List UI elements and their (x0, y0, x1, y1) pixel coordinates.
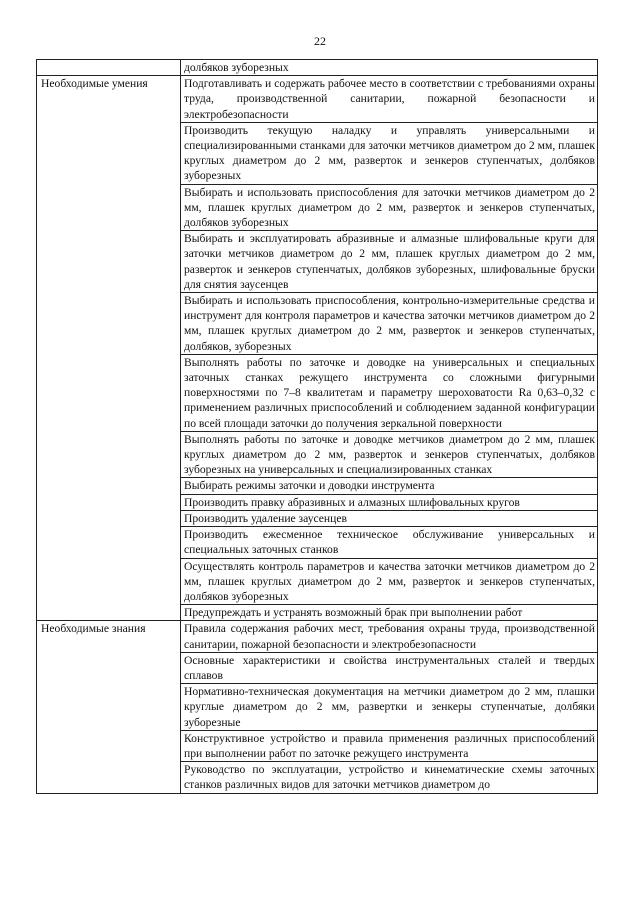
skill-item: Осуществлять контроль параметров и качества заточки метчиков диаметром до 2 мм, плашек круглых диаметром до 2 мм, разверток и зенкеров ступенчатых, долбяков зуборезных (181, 558, 598, 605)
skills-label: Необходимые умения (37, 76, 181, 621)
continuation-text: долбяков зуборезных (181, 60, 598, 76)
knowledge-item: Конструктивное устройство и правила применения различных приспособлений при выполнении работ по заточке режущего инструмента (181, 730, 598, 761)
skill-item: Выполнять работы по заточке и доводке на универсальных и специальных заточных станках режущего инструмента со сложными фигурными поверхностями по 7–8 квалитетам и параметру шероховатости Ra 0,63–0,32 с применением различных приспособлений и соблюдением заданной конфигурации по всей площади заточки до получения зеркальной поверхности (181, 354, 598, 431)
skill-item: Выполнять работы по заточке и доводке метчиков диаметром до 2 мм, плашек круглых диаметром до 2 мм, разверток и зенкеров ступенчатых, долбяков зуборезных на универсальных и специализированных станках (181, 431, 598, 478)
skill-item: Производить удаление заусенцев (181, 510, 598, 526)
table-row (37, 76, 598, 123)
skill-item: Производить ежесменное техническое обслуживание универсальных и специальных заточных станков (181, 527, 598, 558)
skill-item: Подготавливать и содержать рабочее место в соответствии с требованиями охраны труда, производственной санитарии, пожарной безопасности и электробезопасности (181, 76, 598, 123)
requirements-table (36, 59, 598, 794)
table-row (37, 60, 598, 76)
knowledge-item: Правила содержания рабочих мест, требования охраны труда, производственной санитарии, пожарной безопасности и электробезопасности (181, 621, 598, 652)
knowledge-item: Основные характеристики и свойства инструментальных сталей и твердых сплавов (181, 652, 598, 683)
table-row (37, 621, 598, 652)
skill-item: Производить текущую наладку и управлять универсальными и специализированными станками для заточки метчиков диаметром до 2 мм, плашек круглых диаметром до 2 мм, разверток и зенкеров ступенчатых, долбяков зуборезных (181, 122, 598, 184)
skill-item: Производить правку абразивных и алмазных шлифовальных кругов (181, 494, 598, 510)
skill-item: Выбирать и эксплуатировать абразивные и алмазные шлифовальные круги для заточки метчиков диаметром до 2 мм, плашек круглых диаметром до 2 мм, разверток и зенкеров ступенчатых, долбяков зуборезных, шлифовальные бруски для снятия заусенцев (181, 231, 598, 293)
skill-item: Выбирать и использовать приспособления, контрольно-измерительные средства и инструмент для контроля параметров и качества заточки метчиков диаметром до 2 мм, плашек круглых диаметром до 2 мм, разверток и зенкеров ступенчатых, долбяков, зуборезных (181, 293, 598, 355)
knowledge-item: Руководство по эксплуатации, устройство и кинематические схемы заточных станков различных видов для заточки метчиков диаметром до (181, 762, 598, 793)
knowledge-label: Необходимые знания (37, 621, 181, 793)
knowledge-item: Нормативно-техническая документация на метчики диаметром до 2 мм, плашки круглые диаметром до 2 мм, развертки и зенкеры ступенчатые, долбяки зуборезные (181, 684, 598, 731)
skill-item: Выбирать режимы заточки и доводки инструмента (181, 478, 598, 494)
empty-label-cell (37, 60, 181, 76)
skill-item: Выбирать и использовать приспособления для заточки метчиков диаметром до 2 мм, плашек круглых диаметром до 2 мм, разверток и зенкеров ступенчатых, долбяков зуборезных (181, 184, 598, 231)
skill-item: Предупреждать и устранять возможный брак при выполнении работ (181, 605, 598, 621)
page-number: 22 (314, 34, 326, 48)
